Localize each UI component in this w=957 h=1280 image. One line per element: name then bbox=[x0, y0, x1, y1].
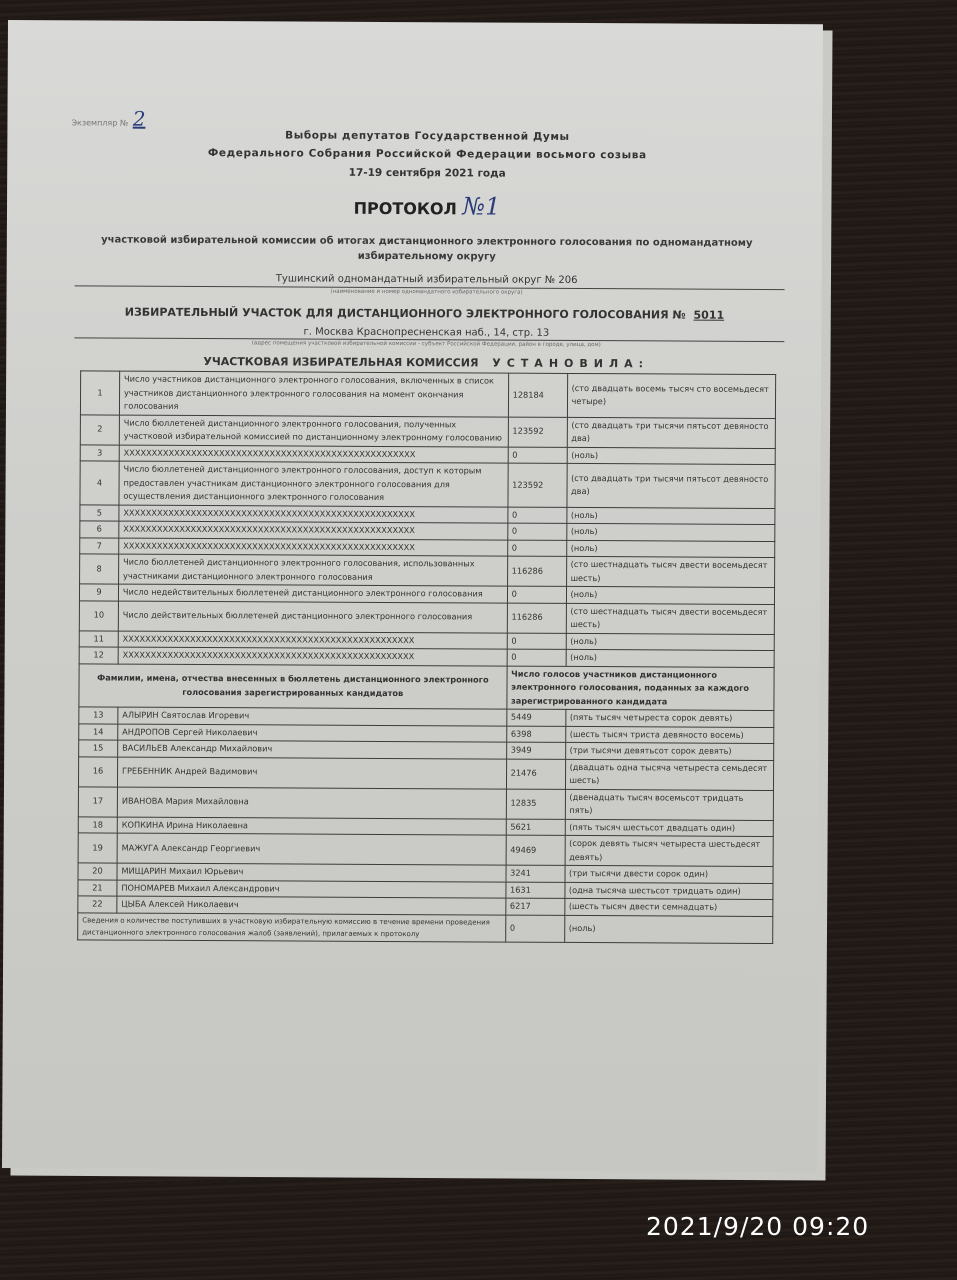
candidate-votes: 6217 bbox=[505, 898, 564, 915]
row-number: 21 bbox=[78, 879, 117, 896]
candidate-votes: 49469 bbox=[506, 835, 565, 865]
candidate-name: АНДРОПОВ Сергей Николаевич bbox=[118, 724, 507, 743]
complaints-row bbox=[78, 912, 773, 943]
heading-line1: Выборы депутатов Государственной Думы bbox=[285, 129, 570, 143]
subtitle: участковой избирательной комиссии об итогах дистанционного электронного голосования по одномандатному избирательному округу bbox=[101, 234, 753, 263]
established-word: УСТАНОВИЛА: bbox=[492, 356, 650, 371]
document-title bbox=[67, 190, 787, 222]
row-value: 116286 bbox=[507, 556, 566, 586]
candidate-votes-words: (три тысячи девятьсот сорок девять) bbox=[565, 742, 774, 760]
row-description: XXXXXXXXXXXXXXXXXXXXXXXXXXXXXXXXXXXXXXXXXXXXXXXXXXXX bbox=[119, 505, 508, 524]
station-number: 5011 bbox=[693, 308, 725, 322]
row-description: XXXXXXXXXXXXXXXXXXXXXXXXXXXXXXXXXXXXXXXXXXXXXXXXXXXX bbox=[119, 538, 508, 557]
row-value-words: (ноль) bbox=[566, 540, 775, 558]
row-number: 13 bbox=[79, 707, 118, 724]
copy-number bbox=[71, 106, 145, 130]
row-value: 0 bbox=[508, 447, 567, 464]
row-value-words: (ноль) bbox=[566, 649, 775, 667]
copy-label: Экземпляр № bbox=[71, 118, 129, 128]
results-table bbox=[77, 370, 776, 943]
row-value: 0 bbox=[507, 586, 566, 603]
row-number: 6 bbox=[80, 521, 119, 538]
candidate-votes-words: (три тысячи двести сорок один) bbox=[564, 865, 773, 883]
candidate-row bbox=[78, 756, 773, 790]
row-description: Число участников дистанционного электронного голосования, включенных в список участников дистанционного электронного голосования на момент окончания голосования bbox=[119, 371, 508, 417]
candidate-name: ГРЕБЕННИК Андрей Вадимович bbox=[117, 757, 506, 789]
candidate-name: ПОНОМАРЕВ Михаил Александрович bbox=[117, 880, 506, 899]
candidate-votes-words: (пять тысяч четыреста сорок девять) bbox=[565, 709, 774, 727]
row-number: 11 bbox=[79, 630, 118, 647]
row-description: XXXXXXXXXXXXXXXXXXXXXXXXXXXXXXXXXXXXXXXXXXXXXXXXXXXX bbox=[119, 445, 508, 464]
row-number: 1 bbox=[80, 371, 119, 415]
candidate-votes: 6398 bbox=[506, 726, 565, 743]
election-dates: 17-19 сентября 2021 года bbox=[348, 166, 506, 180]
table-row bbox=[80, 414, 775, 448]
row-description: Число бюллетеней дистанционного электронного голосования, доступ к которым предоставлен участникам дистанционного электронного голосования для осуществления дистанционного электронного голосования bbox=[119, 461, 508, 507]
protocol-sheet bbox=[2, 20, 823, 1172]
address-caption: (адрес помещения участковой избирательной комиссии - субъект Российской Федерации, район в городе, улица, дом) bbox=[251, 340, 601, 349]
title-number-handwritten: №1 bbox=[462, 192, 501, 221]
row-number: 18 bbox=[78, 816, 117, 833]
complaints-value: 0 bbox=[505, 915, 564, 942]
candidate-votes: 1631 bbox=[505, 882, 564, 899]
candidate-name: АЛЫРИН Святослав Игоревич bbox=[118, 707, 507, 726]
row-value: 123592 bbox=[508, 417, 567, 447]
row-description: Число бюллетеней дистанционного электронного голосования, использованных участниками дистанционного электронного голосования bbox=[118, 554, 507, 586]
candidate-votes-words: (шесть тысяч триста девяносто восемь) bbox=[565, 726, 774, 744]
row-value-words: (сто шестнадцать тысяч двести восемьдесят шесть) bbox=[566, 556, 775, 587]
candidate-votes: 3949 bbox=[506, 742, 565, 759]
row-number: 17 bbox=[78, 786, 117, 816]
row-value: 0 bbox=[507, 540, 566, 557]
candidate-row bbox=[78, 786, 773, 820]
candidate-votes: 3241 bbox=[506, 865, 565, 882]
table-row bbox=[80, 461, 775, 508]
row-description: Число недействительных бюллетеней дистанционного электронного голосования bbox=[118, 584, 507, 603]
row-value-words: (сто двадцать восемь тысяч сто восемьдесят четыре) bbox=[567, 373, 776, 418]
candidate-votes: 5449 bbox=[506, 709, 565, 726]
address: г. Москва Краснопресненская наб., 14, стр. 13 bbox=[303, 326, 550, 339]
row-value: 128184 bbox=[508, 373, 567, 417]
photo-timestamp: 2021/9/20 09:20 bbox=[646, 1212, 870, 1241]
candidate-name: КОПКИНА Ирина Николаевна bbox=[117, 817, 506, 836]
row-description: Число бюллетеней дистанционного электронного голосования, полученных участковой избирательной комиссией по дистанционному электронному голосованию bbox=[119, 415, 508, 447]
district-caption: (наименование и номер одномандатного избирательного округа) bbox=[330, 288, 523, 296]
table-row bbox=[79, 600, 774, 634]
candidate-votes-words: (одна тысяча шестьсот тридцать один) bbox=[564, 882, 773, 900]
district-name: Тушинский одномандатный избирательный округ № 206 bbox=[275, 273, 578, 286]
candidate-votes-words: (шесть тысяч двести семнадцать) bbox=[564, 898, 773, 916]
row-value: 0 bbox=[507, 523, 566, 540]
row-value: 0 bbox=[507, 633, 566, 650]
row-number: 22 bbox=[78, 896, 117, 913]
candidate-votes: 5621 bbox=[506, 819, 565, 836]
candidate-votes: 12835 bbox=[506, 789, 565, 819]
row-number: 7 bbox=[80, 537, 119, 554]
candidate-row bbox=[78, 833, 773, 867]
complaints-value-words: (ноль) bbox=[564, 915, 773, 943]
row-number: 10 bbox=[79, 600, 118, 630]
established-heading bbox=[66, 354, 786, 371]
row-number: 20 bbox=[78, 863, 117, 880]
candidate-votes-words: (двадцать одна тысяча четыреста семьдесят шесть) bbox=[565, 759, 774, 790]
row-number: 14 bbox=[79, 723, 118, 740]
row-number: 5 bbox=[80, 504, 119, 521]
candidate-name: ИВАНОВА Мария Михайловна bbox=[117, 787, 506, 819]
candidate-votes-words: (сорок девять тысяч четыреста шестьдесят девять) bbox=[565, 835, 774, 866]
station-label: ИЗБИРАТЕЛЬНЫЙ УЧАСТОК ДЛЯ ДИСТАНЦИОННОГО ЭЛЕКТРОННОГО ГОЛОСОВАНИЯ № bbox=[124, 305, 686, 322]
candidate-name: МИЩАРИН Михаил Юрьевич bbox=[117, 863, 506, 882]
row-value: 116286 bbox=[507, 603, 566, 633]
row-value-words: (ноль) bbox=[566, 633, 775, 651]
row-number: 3 bbox=[80, 444, 119, 461]
table-row bbox=[80, 554, 775, 588]
table-row bbox=[80, 371, 775, 418]
row-value-words: (сто шестнадцать тысяч двести восемьдесят шесть) bbox=[566, 603, 775, 634]
commission-label: УЧАСТКОВАЯ ИЗБИРАТЕЛЬНАЯ КОМИССИЯ bbox=[203, 355, 479, 370]
candidate-votes-words: (пять тысяч шестьсот двадцать один) bbox=[565, 819, 774, 837]
candidate-name: ЦЫБА Алексей Николаевич bbox=[117, 896, 506, 915]
copy-number-handwritten: 2 bbox=[132, 106, 146, 131]
row-description: XXXXXXXXXXXXXXXXXXXXXXXXXXXXXXXXXXXXXXXXXXXXXXXXXXXX bbox=[119, 521, 508, 540]
row-number: 8 bbox=[80, 554, 119, 584]
row-value-words: (ноль) bbox=[566, 523, 775, 541]
title-text: ПРОТОКОЛ bbox=[353, 198, 457, 219]
row-number: 15 bbox=[79, 740, 118, 757]
complaints-description: Сведения о количестве поступивших в участковую избирательную комиссию в течение времени проведения дистанционного электронного голосования жалоб (заявлений), прилагаемых к протоколу bbox=[78, 912, 506, 941]
candidates-header-left: Фамилии, имена, отчества внесенных в бюллетень дистанционного электронного голосования зарегистрированных кандидатов bbox=[79, 663, 507, 709]
candidate-name: МАЖУГА Александр Георгиевич bbox=[117, 833, 506, 865]
candidate-votes-words: (двенадцать тысяч восемьсот тридцать пять) bbox=[565, 789, 774, 820]
row-number: 19 bbox=[78, 833, 117, 863]
row-number: 4 bbox=[80, 461, 119, 505]
heading-line2: Федерального Собрания Российской Федерации восьмого созыва bbox=[207, 147, 647, 162]
row-number: 2 bbox=[80, 414, 119, 444]
row-value: 0 bbox=[507, 649, 566, 666]
row-value-words: (ноль) bbox=[567, 447, 776, 465]
row-value-words: (ноль) bbox=[566, 507, 775, 525]
row-value: 0 bbox=[507, 507, 566, 524]
row-description: Число действительных бюллетеней дистанционного электронного голосования bbox=[118, 601, 507, 633]
candidates-header-row bbox=[79, 663, 774, 710]
station-line bbox=[66, 305, 786, 322]
row-value: 123592 bbox=[508, 463, 567, 507]
row-value-words: (сто двадцать три тысячи пятьсот девяносто два) bbox=[566, 463, 775, 508]
candidates-header-right: Число голосов участников дистанционного электронного голосования, поданных за каждого зарегистрированного кандидата bbox=[506, 666, 774, 711]
row-number: 16 bbox=[78, 756, 117, 786]
row-description: XXXXXXXXXXXXXXXXXXXXXXXXXXXXXXXXXXXXXXXXXXXXXXXXXXXX bbox=[118, 647, 507, 666]
candidate-votes: 21476 bbox=[506, 759, 565, 789]
row-number: 12 bbox=[79, 647, 118, 664]
row-description: XXXXXXXXXXXXXXXXXXXXXXXXXXXXXXXXXXXXXXXXXXXXXXXXXXXX bbox=[118, 631, 507, 650]
row-value-words: (ноль) bbox=[566, 586, 775, 604]
row-value-words: (сто двадцать три тысячи пятьсот девяносто два) bbox=[567, 417, 776, 448]
row-number: 9 bbox=[79, 584, 118, 601]
candidate-name: ВАСИЛЬЕВ Александр Михайлович bbox=[118, 740, 507, 759]
